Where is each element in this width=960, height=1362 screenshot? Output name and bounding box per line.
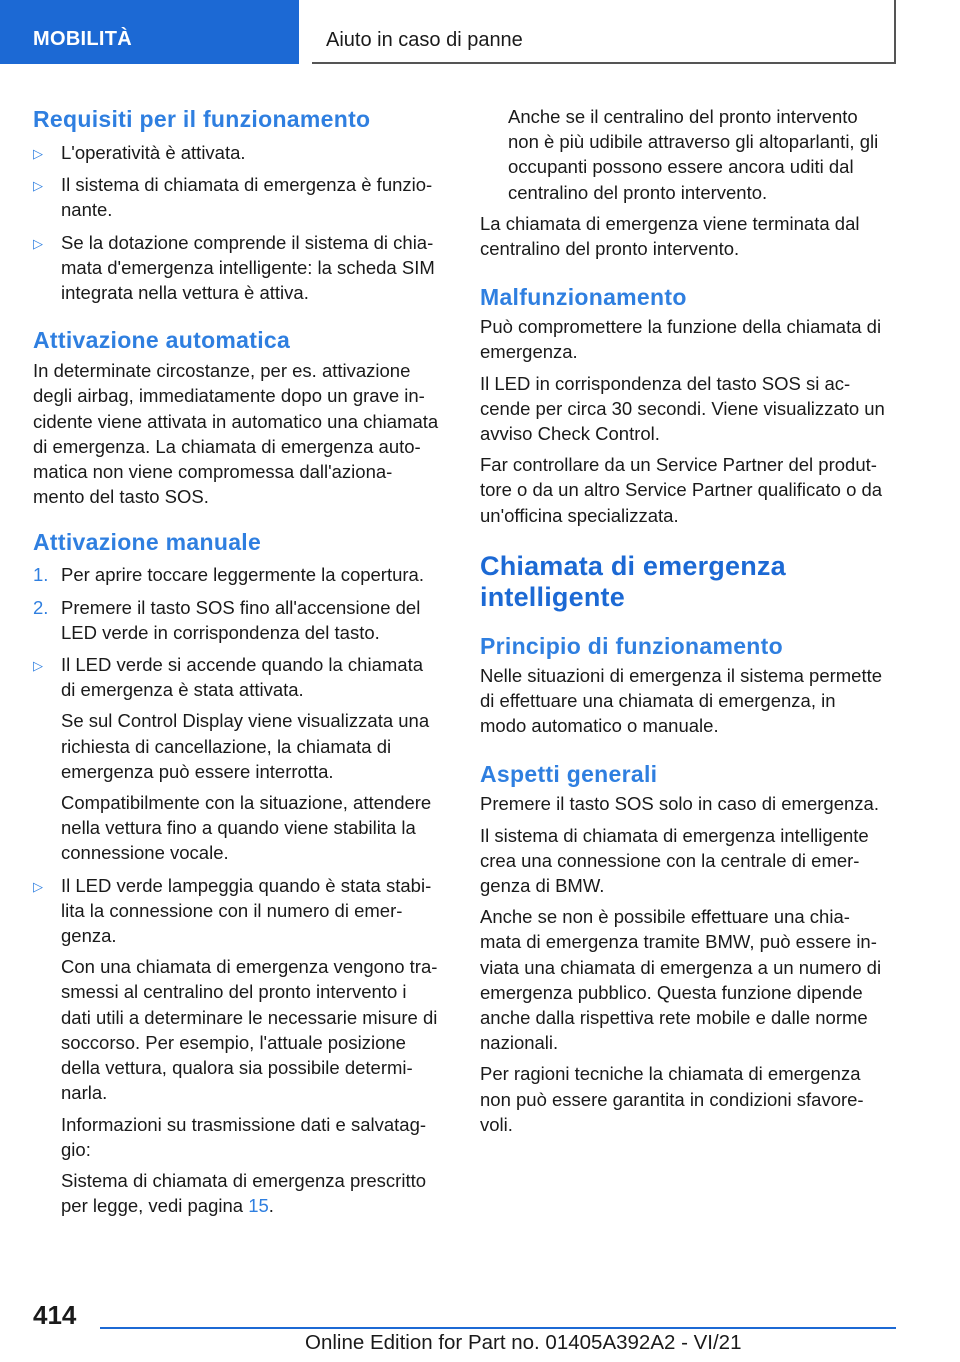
heading-attivazione-manuale: Attivazione manuale xyxy=(33,529,262,556)
list-item: ▷ Il LED verde si accende quando la chiamata di emergenza è stata attivata. xyxy=(33,654,423,701)
list-item: ▷ Il LED verde lampeggia quando è stata stabi- lita la connessione con il numero di emer- genza. xyxy=(33,874,432,947)
note-text: Se sul Control Display viene visualizzata una richiesta di cancellazione, la chiamata di emergenza può essere interrotta. xyxy=(61,710,430,782)
requisiti-list xyxy=(33,140,451,305)
heading-malfunzionamento: Malfunzionamento xyxy=(480,284,687,311)
manuale-steps xyxy=(33,562,451,645)
triangle-bullet-icon: ▷ xyxy=(33,235,43,251)
footer-divider xyxy=(100,1327,896,1329)
chapter-header xyxy=(312,0,896,64)
paragraph: Il LED in corrispondenza del tasto SOS si ac- cende per circa 30 secondi. Viene visualizzato un avviso Check Control. xyxy=(480,372,885,445)
automatica-text: In determinate circostanze, per es. attivazione degli airbag, immediatamente dopo un grave in- cidente viene attivata in automatico una chiamata di emergenza. La chiamata di emergenza auto- matica non viene compromessa dall'aziona- mento del tasto SOS. xyxy=(33,360,439,508)
triangle-bullet-icon: ▷ xyxy=(33,878,43,894)
paragraph: Nelle situazioni di emergenza il sistema permette di effettuare una chiamata di emergenza, in modo automatico o manuale. xyxy=(480,664,883,737)
note-text: Con una chiamata di emergenza vengono tra- smessi al centralino del pronto intervento i dati utili a determinare le necessarie misure di soccorso. Per esempio, l'attuale posizione della vettura, qualora sia possibile determi- narla. xyxy=(61,956,438,1104)
right-column xyxy=(480,100,900,1137)
heading-principio: Principio di funzionamento xyxy=(480,632,783,659)
note-text: Informazioni su trasmissione dati e salvatag- gio: xyxy=(61,1113,427,1160)
triangle-bullet-icon: ▷ xyxy=(33,658,43,674)
paragraph: Far controllare da un Service Partner del produt- tore o da un altro Service Partner qualificato o da un'officina specializzata. xyxy=(480,454,883,526)
paragraph: Premere il tasto SOS solo in caso di emergenza. xyxy=(480,793,879,815)
paragraph: Per ragioni tecniche la chiamata di emergenza non può essere garantita in condizioni sfavore- voli. xyxy=(480,1063,864,1135)
terminated-text: La chiamata di emergenza viene terminata dal centralino del pronto intervento. xyxy=(480,212,860,260)
triangle-bullet-icon: ▷ xyxy=(33,146,43,161)
step-number: 1. xyxy=(33,564,49,586)
heading-attivazione-automatica: Attivazione automatica xyxy=(33,327,291,354)
heading-chiamata-intelligente: Chiamata di emergenza intelligente xyxy=(480,550,786,612)
step-item: 2. Premere il tasto SOS fino all'accensione del LED verde in corrispondenza del tasto. xyxy=(33,596,421,643)
triangle-bullet-icon: ▷ xyxy=(33,178,43,194)
heading-aspetti-generali: Aspetti generali xyxy=(480,761,658,788)
manuale-notes xyxy=(33,652,451,702)
step-item: 1. Per aprire toccare leggermente la copertura. xyxy=(33,562,451,587)
page-number: 414 xyxy=(33,1300,77,1330)
chapter-title: Aiuto in caso di panne xyxy=(326,29,523,51)
note-text: Sistema di chiamata di emergenza prescritto per legge, vedi pagina 15. xyxy=(61,1169,427,1217)
continued-text: Anche se il centralino del pronto intervento non è più udibile attraverso gli altoparlanti, gli occupanti possono essere ancora uditi dal centralino del pronto intervento. xyxy=(508,106,879,203)
edition-info: Online Edition for Part no. 01405A392A2 - VI/21 xyxy=(305,1331,742,1354)
paragraph: Può compromettere la funzione della chiamata di emergenza. xyxy=(480,316,882,363)
paragraph: Il sistema di chiamata di emergenza intelligente crea una connessione con la centrale di emer- genza di BMW. xyxy=(480,824,869,897)
heading-requisiti: Requisiti per il funzionamento xyxy=(33,106,371,132)
list-item: ▷ L'operatività è attivata. xyxy=(33,140,451,165)
paragraph: Anche se non è possibile effettuare una chia- mata di emergenza tramite BMW, può essere in- viata una chiamata di emergenza a un numero di emergenza pubblico. Questa funzione dipende anche dalla rispettiva rete mobile e dalle norme nazionali. xyxy=(480,906,882,1054)
section-label: MOBILITÀ xyxy=(33,28,133,50)
list-item: ▷ Se la dotazione comprende il sistema di chia- mata d'emergenza intelligente: la scheda SIM integrata nella vettura è attiva. xyxy=(33,231,435,304)
list-item: ▷ Il sistema di chiamata di emergenza è funzio- nante. xyxy=(33,174,433,221)
manuale-notes xyxy=(33,873,451,949)
note-text: Compatibilmente con la situazione, attendere nella vettura fino a quando viene stabilita la connessione vocale. xyxy=(61,792,432,864)
section-tab xyxy=(0,0,299,64)
step-number: 2. xyxy=(33,596,49,618)
page-reference-link[interactable]: 15 xyxy=(248,1195,269,1217)
left-column xyxy=(33,100,451,1218)
